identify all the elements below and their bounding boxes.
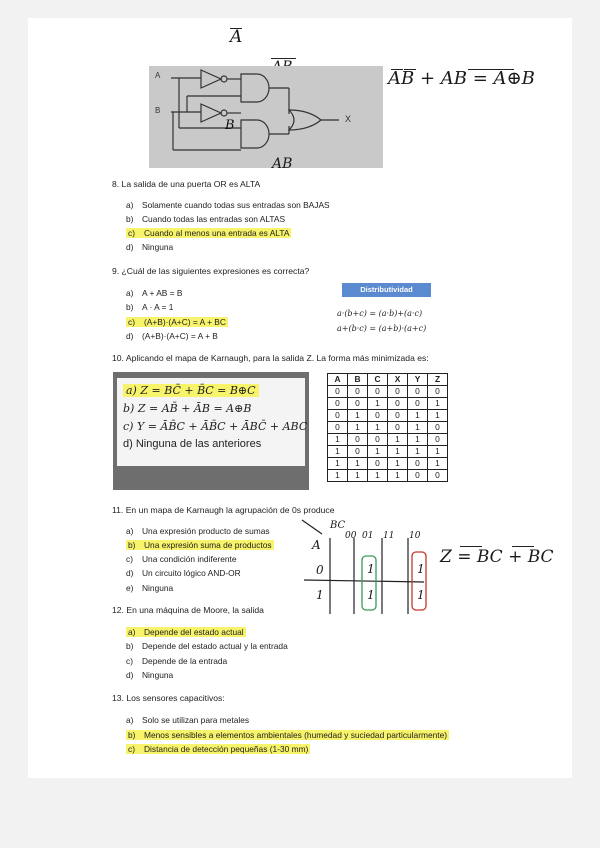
truth-table-cell: 1	[348, 422, 368, 434]
truth-table-cell: 1	[348, 410, 368, 422]
truth-table-cell: 0	[388, 410, 408, 422]
truth-table	[327, 373, 448, 482]
kmap-bc-label: BC	[330, 520, 346, 531]
handwritten-gate-mid: B	[225, 118, 235, 133]
q10-option-a: a) Z = BC̄ + B̄C = B⊕C	[123, 384, 259, 397]
q9-option-a: a) A + AB = B	[126, 288, 183, 298]
kmap-one: 1	[367, 588, 375, 602]
truth-table-row	[328, 398, 448, 410]
truth-table-cell: 0	[328, 410, 348, 422]
input-a-label: A	[155, 71, 161, 80]
q8-option-c: c) Cuando al menos una entrada es ALTA	[128, 228, 290, 238]
logic-gate-photo	[149, 66, 383, 168]
truth-table-cell: 0	[328, 422, 348, 434]
truth-table-header	[328, 374, 448, 386]
truth-table-row	[328, 434, 448, 446]
truth-table-cell: 0	[328, 398, 348, 410]
q11-option-a: a) Una expresión producto de sumas	[126, 526, 270, 536]
kmap-col-01: 01	[362, 531, 374, 541]
q10-option-b: b) Z = AB̄ + ĀB = A⊕B	[123, 402, 252, 415]
truth-table-cell: 0	[348, 386, 368, 398]
truth-table-cell: 1	[388, 446, 408, 458]
truth-table-header-cell: Z	[428, 374, 448, 386]
question-13: 13. Los sensores capacitivos:	[112, 693, 225, 703]
input-b-label: B	[155, 106, 161, 115]
truth-table-cell: 0	[388, 398, 408, 410]
truth-table-header-cell: X	[388, 374, 408, 386]
truth-table-row	[328, 410, 448, 422]
handwritten-gate-bottom-output: AB	[272, 156, 293, 172]
truth-table-cell: 1	[428, 410, 448, 422]
q11-option-b: b) Una expresión suma de productos	[128, 540, 272, 550]
truth-table-cell: 1	[368, 470, 388, 482]
output-x-label: X	[345, 114, 352, 124]
overline	[271, 58, 296, 59]
q13-option-a: a) Solo se utilizan para metales	[126, 715, 250, 725]
handwritten-equation: AB + AB = A⊕B	[388, 68, 535, 89]
truth-table-cell: 1	[368, 446, 388, 458]
truth-table-cell: 1	[328, 434, 348, 446]
kmap-col-10: 10	[409, 531, 421, 541]
truth-table-cell: 1	[348, 458, 368, 470]
truth-table-cell: 0	[368, 434, 388, 446]
truth-table-cell: 1	[388, 470, 408, 482]
distributivity-badge: Distributividad	[342, 283, 431, 297]
truth-table-cell: 0	[408, 458, 428, 470]
truth-table-cell: 1	[428, 458, 448, 470]
truth-table-header-cell: B	[348, 374, 368, 386]
truth-table-row	[328, 458, 448, 470]
kmap-a-label: A	[312, 538, 321, 552]
kmap-one: 1	[367, 562, 375, 576]
kmap-one: 1	[417, 562, 425, 576]
truth-table-cell: 0	[368, 386, 388, 398]
question-12: 12. En una máquina de Moore, la salida	[112, 605, 264, 615]
truth-table-cell: 1	[428, 398, 448, 410]
q10-options-panel	[117, 378, 308, 466]
q13-option-b: b) Menos sensibles a elementos ambientales (humedad y suciedad particularmente)	[128, 730, 448, 740]
question-10: 10. Aplicando el mapa de Karnaugh, para la salida Z. La forma más minimizada es:	[112, 353, 429, 363]
truth-table-cell: 0	[388, 386, 408, 398]
q9-option-b: b) A · A = 1	[126, 302, 174, 312]
kmap-col-11: 11	[383, 531, 395, 541]
question-8: 8. La salida de una puerta OR es ALTA	[112, 179, 261, 189]
q11-option-c: c) Una condición indiferente	[126, 554, 237, 564]
truth-table-cell: 0	[348, 398, 368, 410]
q8-option-b: b) Cuando todas las entradas son ALTAS	[126, 214, 286, 224]
truth-table-cell: 0	[348, 446, 368, 458]
q12-option-c: c) Depende de la entrada	[126, 656, 228, 666]
truth-table-cell: 1	[348, 470, 368, 482]
q9-option-c: c) (A+B)·(A+C) = A + BC	[128, 317, 226, 327]
truth-table-cell: 0	[388, 422, 408, 434]
truth-table-row	[328, 446, 448, 458]
truth-table-cell: 1	[408, 434, 428, 446]
truth-table-row	[328, 386, 448, 398]
truth-table-cell: 1	[368, 422, 388, 434]
q8-option-d: d) Ninguna	[126, 242, 174, 252]
truth-table-cell: 0	[408, 470, 428, 482]
overline	[404, 69, 416, 70]
question-9: 9. ¿Cuál de las siguientes expresiones es correcta?	[112, 266, 310, 276]
truth-table-cell: 0	[348, 434, 368, 446]
truth-table-cell: 0	[328, 386, 348, 398]
truth-table-cell: 0	[408, 398, 428, 410]
truth-table-cell: 1	[328, 470, 348, 482]
q12-option-a: a) Depende del estado actual	[128, 627, 244, 637]
truth-table-cell: 0	[428, 434, 448, 446]
handwritten-not-a: A	[230, 27, 243, 47]
q12-option-b: b) Depende del estado actual y la entrada	[126, 641, 288, 651]
truth-table-cell: 0	[368, 410, 388, 422]
kmap-row-1: 1	[316, 588, 324, 602]
truth-table-cell: 1	[388, 434, 408, 446]
truth-table-cell: 1	[328, 458, 348, 470]
q8-option-a: a) Solamente cuando todas sus entradas son BAJAS	[126, 200, 330, 210]
truth-table-cell: 1	[388, 458, 408, 470]
distributivity-law-1: a·(b+c) = (a·b)+(a·c)	[337, 309, 423, 318]
kmap-col-00: 00	[345, 531, 357, 541]
truth-table-header-cell: C	[368, 374, 388, 386]
kmap-one: 1	[417, 588, 425, 602]
truth-table-cell: 0	[428, 470, 448, 482]
truth-table-cell: 1	[408, 410, 428, 422]
truth-table-cell: 0	[368, 458, 388, 470]
truth-table-cell: 0	[428, 386, 448, 398]
kmap-row-0: 0	[316, 563, 324, 577]
truth-table-header-cell: Y	[408, 374, 428, 386]
overline	[391, 69, 403, 70]
question-11: 11. En un mapa de Karnaugh la agrupación de 0s produce	[112, 505, 335, 515]
truth-table-cell: 1	[328, 446, 348, 458]
distributivity-law-2: a+(b·c) = (a+b)·(a+c)	[337, 324, 427, 333]
overline	[468, 69, 514, 70]
truth-table-header-cell: A	[328, 374, 348, 386]
q13-option-c: c) Distancia de detección pequeñas (1-30 mm)	[128, 744, 309, 754]
kmap-result: Z = BC + BC	[440, 547, 554, 567]
truth-table-cell: 0	[408, 386, 428, 398]
overline	[512, 546, 534, 547]
q10-option-d: d) Ninguna de las anteriores	[123, 438, 262, 450]
truth-table-cell: 1	[408, 422, 428, 434]
q10-options-photo	[113, 372, 309, 490]
q11-option-d: d) Un circuito lógico AND-OR	[126, 568, 241, 578]
q12-option-d: d) Ninguna	[126, 670, 174, 680]
q9-option-d: d) (A+B)·(A+C) = A + B	[126, 331, 218, 341]
q11-option-e: e) Ninguna	[126, 583, 174, 593]
truth-table-cell: 0	[428, 422, 448, 434]
overline	[460, 546, 482, 547]
truth-table-row	[328, 470, 448, 482]
q10-option-c: c) Y = ĀB̄C + ĀB̄C + ĀBC̄ + ABC	[123, 420, 308, 433]
truth-table-cell: 1	[408, 446, 428, 458]
truth-table-row	[328, 422, 448, 434]
truth-table-cell: 1	[428, 446, 448, 458]
truth-table-cell: 1	[368, 398, 388, 410]
